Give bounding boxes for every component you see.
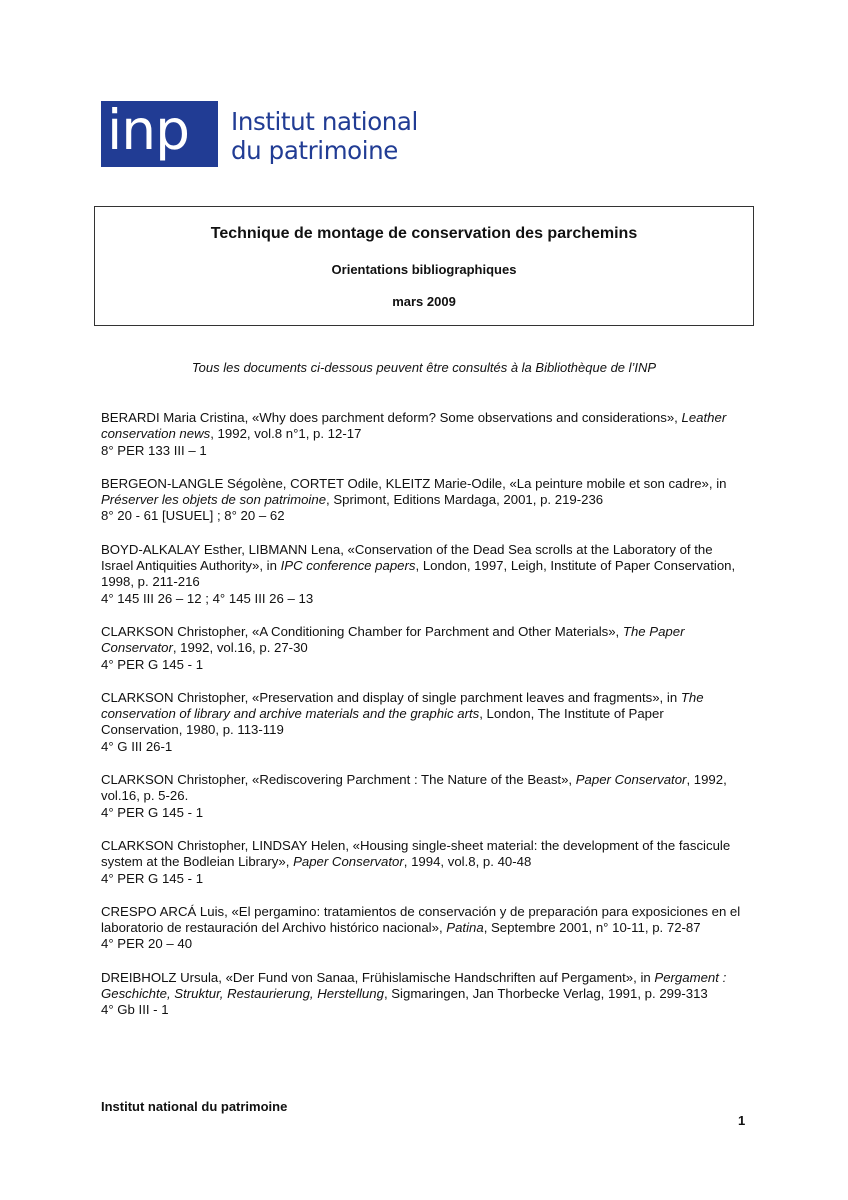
logo-wordmark [231,107,451,165]
reference-entry [101,904,746,953]
reference-entry [101,690,746,755]
reference-entry [101,476,746,525]
document-date: mars 2009 [392,294,456,309]
reference-list [101,410,746,1036]
reference-shelfmark: 4° 145 III 26 – 12 ; 4° 145 III 26 – 13 [101,590,314,606]
reference-entry [101,542,746,607]
page-number: 1 [738,1113,746,1128]
reference-citation: BERGEON-LANGLE Ségolène, CORTET Odile, KLEITZ Marie-Odile, «La peinture mobile et son cadre», in Préserver les objets de son patrimoine, Sprimont, Editions Mardaga, 2001, p. 219-236 [101,475,727,508]
reference-citation: CRESPO ARCÁ Luis, «El pergamino: tratamientos de conservación y de preparación para exposiciones en el laboratorio de restauración del Archivo histórico nacional», Patina, Septembre 2001, n° 10-11, p. 72-87 [101,903,741,936]
reference-shelfmark: 4° Gb III - 1 [101,1002,169,1018]
reference-shelfmark: 4° G III 26-1 [101,738,173,754]
reference-citation: BOYD-ALKALAY Esther, LIBMANN Lena, «Conservation of the Dead Sea scrolls at the Laboratory of the Israel Antiquities Authority», in IPC conference papers, London, 1997, Leigh, Institute of Paper Conservation, 1998, p. 211-216 [101,541,736,590]
reference-shelfmark: 8° 20 - 61 [USUEL] ; 8° 20 – 62 [101,508,285,524]
reference-entry [101,624,746,673]
reference-entry [101,410,746,459]
intro-note: Tous les documents ci-dessous peuvent être consultés à la Bibliothèque de l’INP [191,360,657,375]
title-box [94,206,754,326]
reference-shelfmark: 4° PER G 145 - 1 [101,804,204,820]
reference-shelfmark: 4° PER G 145 - 1 [101,656,204,672]
reference-shelfmark: 4° PER G 145 - 1 [101,870,204,886]
reference-citation: CLARKSON Christopher, «Preservation and display of single parchment leaves and fragments», in The conservation of library and archive materials and the graphic arts, London, The Institute of Paper Conservation, 1980, p. 113-119 [101,689,704,738]
document-subtitle: Orientations bibliographiques [331,262,517,277]
reference-citation: CLARKSON Christopher, «Rediscovering Parchment : The Nature of the Beast», Paper Conservator, 1992, vol.16, p. 5-26. [101,772,727,804]
reference-citation: CLARKSON Christopher, LINDSAY Helen, «Housing single-sheet material: the development of the fascicule system at the Bodleian Library», Paper Conservator, 1994, vol.8, p. 40-48 [101,837,731,870]
reference-shelfmark: 8° PER 133 III – 1 [101,442,207,458]
reference-citation: BERARDI Maria Cristina, «Why does parchment deform? Some observations and considerations», Leather conservation news, 1992, vol.8 n°1, p. 12-17 [101,410,727,442]
logo-line-1: Institut national [231,107,418,136]
reference-citation: CLARKSON Christopher, «A Conditioning Chamber for Parchment and Other Materials», The Paper Conservator, 1992, vol.16, p. 27-30 [101,623,685,656]
reference-shelfmark: 4° PER 20 – 40 [101,936,193,952]
reference-citation: DREIBHOLZ Ursula, «Der Fund von Sanaa, Frühislamische Handschriften auf Pergament», in Pergament : Geschichte, Struktur, Restaurierung, Herstellung, Sigmaringen, Jan Thorbecke Verlag, 1991, p. 299-313 [101,969,727,1002]
document-title: Technique de montage de conservation des parchemins [210,225,638,242]
logo-line-2: du patrimoine [231,136,398,165]
footer-institution: Institut national du patrimoine [101,1099,288,1114]
logo-abbreviation: inp [101,101,218,167]
reference-entry [101,838,746,887]
reference-entry [101,772,746,821]
reference-entry [101,970,746,1019]
